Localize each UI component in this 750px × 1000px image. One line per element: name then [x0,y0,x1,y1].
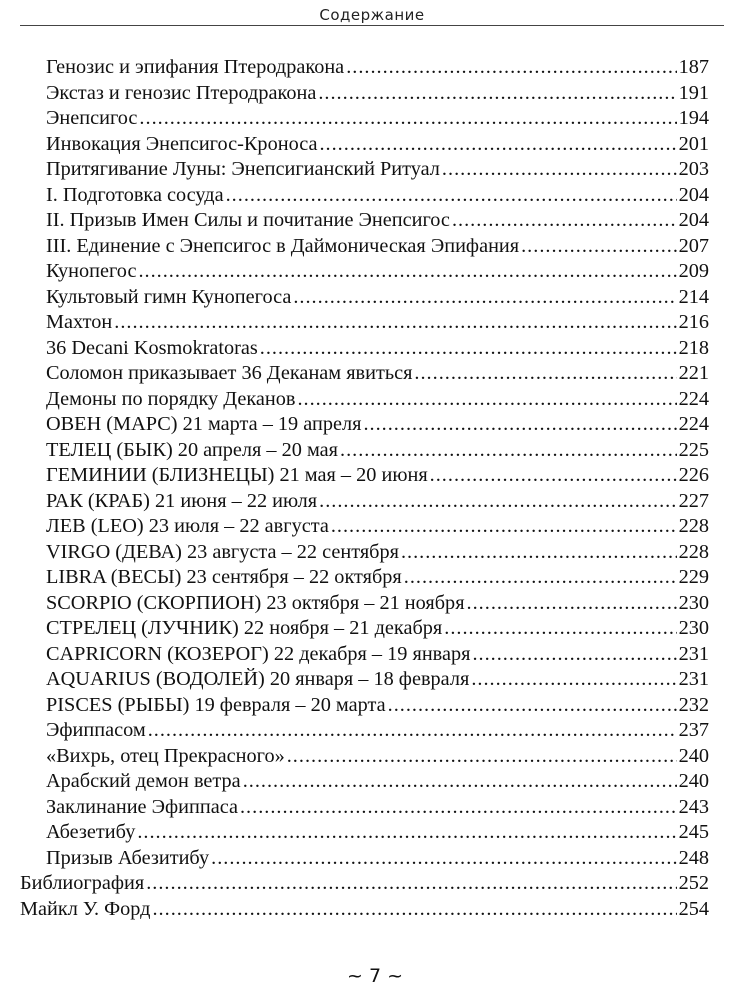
toc-entry-title: ЛЕВ (LEO) 23 июля – 22 августа [46,515,329,537]
toc-entry[interactable] [46,463,709,489]
toc-entry-title: Притягивание Луны: Энепсигианский Ритуал [46,158,440,180]
toc-entry-page: 245 [678,821,709,843]
toc-dot-leader [472,642,676,668]
toc-entry[interactable] [46,642,709,668]
toc-entry[interactable] [46,565,709,591]
toc-dot-leader [211,846,676,872]
toc-entry-title: I. Подготовка сосуда [46,183,224,206]
toc-entry-page: 216 [678,311,709,333]
toc-dot-leader [226,183,677,209]
toc-dot-leader [471,667,676,693]
toc-entry-page: 231 [678,668,709,690]
toc-entry-page: 204 [678,209,709,231]
toc-entry-page: 254 [678,897,709,920]
toc-entry-title: LIBRA (ВЕСЫ) 23 сентября – 22 октября [46,566,402,588]
toc-entry[interactable] [46,693,709,719]
toc-entry[interactable] [46,744,709,770]
toc-entry-title: Соломон приказывает 36 Деканам явиться [46,362,413,384]
toc-entry-title: SCORPIO (СКОРПИОН) 23 октября – 21 ноября [46,591,465,614]
toc-dot-leader [146,871,676,897]
toc-entry-title: Генозис и эпифания Птеродракона [46,56,345,78]
toc-dot-leader [444,616,676,642]
toc-dot-leader [404,565,677,591]
toc-dot-leader [137,820,676,846]
page-number: ~ 7 ~ [346,965,403,987]
toc-dot-leader [340,438,677,464]
toc-entry[interactable] [46,489,709,515]
toc-entry-page: 243 [678,795,709,818]
toc-entry[interactable] [46,259,709,285]
toc-entry[interactable] [20,897,709,923]
toc-entry-page: 224 [678,387,709,410]
toc-dot-leader [319,132,676,158]
toc-dot-leader [318,81,676,107]
toc-entry-page: 240 [678,744,709,767]
toc-entry[interactable] [46,55,709,81]
toc-entry-title: PISCES (РЫБЫ) 19 февраля – 20 марта [46,693,386,716]
toc-entry[interactable] [46,336,709,362]
toc-entry-title: Библиография [20,872,145,894]
toc-dot-leader [138,259,676,285]
toc-dot-leader [401,540,677,566]
toc-entry-title: Демоны по порядку Деканов [46,387,296,410]
toc-dot-leader [243,769,677,795]
toc-entry-title: Культовый гимн Кунопегоса [46,285,292,308]
toc-entry[interactable] [46,234,709,260]
toc-entry-page: 248 [678,846,709,869]
toc-dot-leader [152,897,676,923]
toc-entry-page: 204 [678,183,709,206]
toc-entry-page: 201 [678,132,709,155]
toc-entry-title: 36 Decani Kosmokratoras [46,336,258,359]
toc-dot-leader [260,336,677,362]
toc-entry-title: Энепсигос [46,107,138,129]
toc-dot-leader [287,744,677,770]
toc-entry[interactable] [46,310,709,336]
toc-entry[interactable] [46,667,709,693]
toc-entry-title: Заклинание Эфиппаса [46,795,238,818]
toc-entry-page: 207 [678,234,709,257]
toc-entry-title: Инвокация Энепсигос-Кроноса [46,132,318,155]
toc-entry-page: 224 [678,413,709,435]
toc-entry-page: 232 [678,693,709,716]
toc-entry-title: Призыв Абезитибу [46,846,210,869]
header-divider [20,25,724,26]
toc-entry-title: III. Единение с Энепсигос в Даймоническая Эпифания [46,234,520,257]
toc-entry[interactable] [46,820,709,846]
toc-entry-page: 221 [678,362,709,384]
toc-entry-page: 191 [678,81,709,104]
toc-entry-title: II. Призыв Имен Силы и почитание Энепсигос [46,209,450,231]
toc-entry[interactable] [46,591,709,617]
toc-entry-title: Экстаз и генозис Птеродракона [46,81,317,104]
toc-entry[interactable] [46,157,709,183]
toc-entry-title: ГЕМИНИИ (БЛИЗНЕЦЫ) 21 мая – 20 июня [46,464,428,486]
toc-entry[interactable] [46,132,709,158]
toc-dot-leader [293,285,676,311]
toc-dot-leader [240,795,677,821]
toc-entry-page: 203 [678,158,709,180]
running-head-title: Содержание [319,6,425,24]
table-of-contents [0,55,750,922]
toc-entry[interactable] [46,795,709,821]
toc-entry[interactable] [46,81,709,107]
toc-entry-page: 218 [678,336,709,359]
toc-dot-leader [442,157,677,183]
toc-dot-leader [521,234,676,260]
toc-entry-page: 228 [678,540,709,563]
toc-dot-leader [114,310,676,336]
toc-entry-page: 231 [678,642,709,665]
toc-entry[interactable] [46,718,709,744]
toc-entry-page: 230 [678,617,709,639]
toc-entry[interactable] [46,387,709,413]
toc-dot-leader [331,514,677,540]
toc-entry-title: Абезетибу [46,821,136,843]
toc-entry[interactable] [46,106,709,132]
toc-entry-title: РАК (КРАБ) 21 июня – 22 июля [46,489,318,512]
toc-entry-page: 187 [678,56,709,78]
toc-entry-page: 240 [678,770,709,792]
toc-entry[interactable] [46,183,709,209]
toc-dot-leader [414,361,676,387]
toc-dot-leader [297,387,676,413]
toc-entry[interactable] [46,361,709,387]
toc-entry[interactable] [46,285,709,311]
toc-dot-leader [363,412,676,438]
toc-entry[interactable] [46,514,709,540]
toc-entry-page: 227 [678,489,709,512]
toc-entry-page: 226 [678,464,709,486]
toc-entry-title: Арабский демон ветра [46,770,241,792]
toc-dot-leader [388,693,677,719]
toc-entry-page: 194 [678,107,709,129]
toc-entry[interactable] [46,208,709,234]
toc-entry-title: СТРЕЛЕЦ (ЛУЧНИК) 22 ноября – 21 декабря [46,617,443,639]
toc-entry-page: 230 [678,591,709,614]
toc-entry-page: 225 [678,438,709,461]
toc-dot-leader [139,106,676,132]
toc-entry-title: VIRGO (ДЕВА) 23 августа – 22 сентября [46,540,399,563]
toc-dot-leader [452,208,677,234]
toc-dot-leader [346,55,676,81]
toc-entry-title: «Вихрь, отец Прекрасного» [46,744,285,767]
toc-entry-title: Эфиппасом [46,719,146,741]
toc-entry-title: Махтон [46,311,113,333]
toc-entry-title: AQUARIUS (ВОДОЛЕЙ) 20 января – 18 февраля [46,668,470,690]
toc-entry[interactable] [46,769,709,795]
toc-entry-title: CAPRICORN (КОЗЕРОГ) 22 декабря – 19 января [46,642,471,665]
toc-entry-page: 237 [678,719,709,741]
toc-entry-page: 252 [678,872,709,894]
toc-dot-leader [430,463,677,489]
toc-entry-page: 214 [678,285,709,308]
toc-entry[interactable] [46,412,709,438]
toc-entry[interactable] [46,846,709,872]
toc-dot-leader [148,718,677,744]
toc-entry-page: 209 [678,260,709,282]
toc-entry-title: Кунопегос [46,260,137,282]
toc-entry[interactable] [46,438,709,464]
toc-entry-title: ТЕЛЕЦ (БЫК) 20 апреля – 20 мая [46,438,338,461]
toc-entry-page: 229 [678,566,709,588]
toc-entry-page: 228 [678,515,709,537]
toc-entry[interactable] [20,871,709,897]
toc-entry-title: Майкл У. Форд [20,897,151,920]
toc-entry[interactable] [46,540,709,566]
toc-entry[interactable] [46,616,709,642]
toc-entry-title: ОВЕН (МАРС) 21 марта – 19 апреля [46,413,362,435]
toc-dot-leader [319,489,676,515]
toc-dot-leader [467,591,677,617]
